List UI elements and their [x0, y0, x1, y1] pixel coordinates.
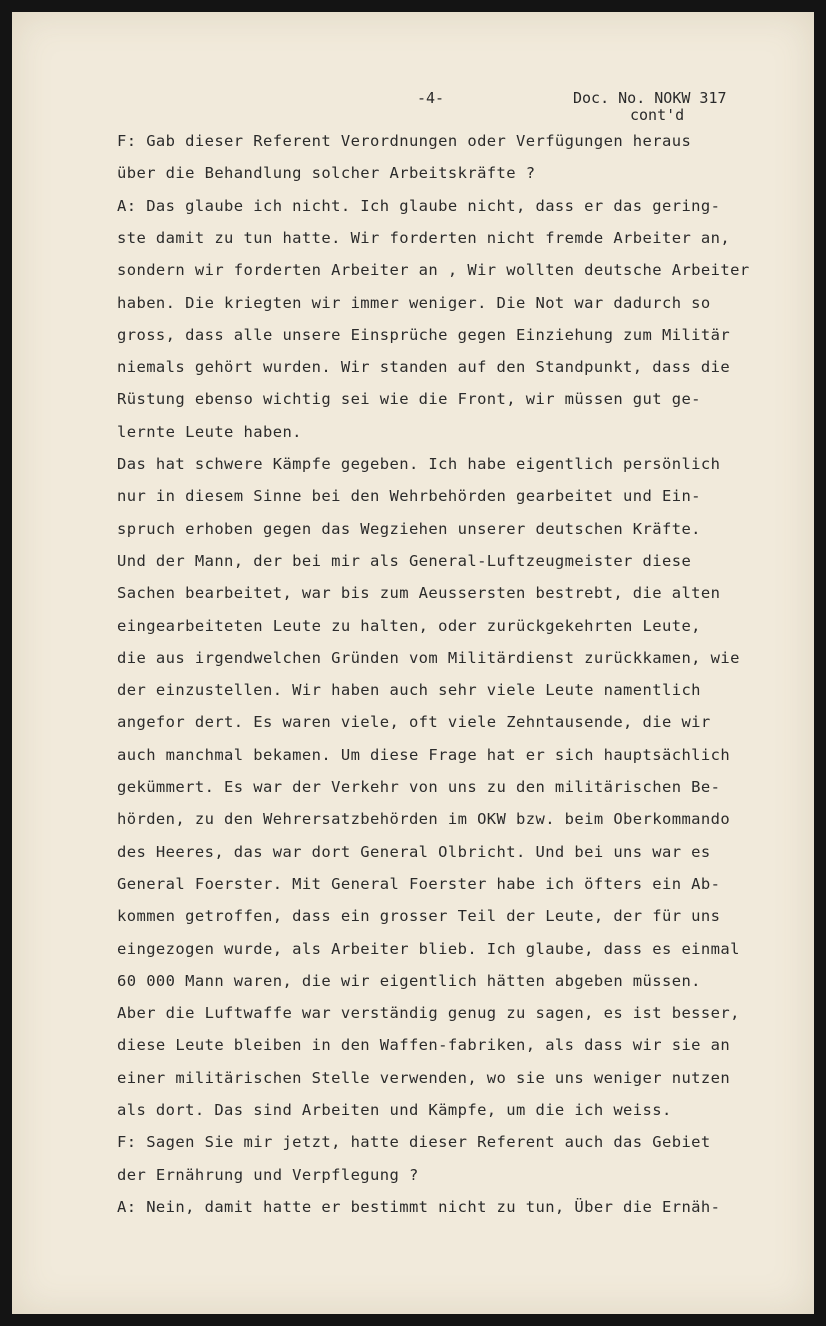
text-line: A: Nein, damit hatte er bestimmt nicht zu tun, Über die Ernäh- [117, 1197, 721, 1216]
text-line: der einzustellen. Wir haben auch sehr viele Leute namentlich [117, 681, 701, 700]
text-line: lernte Leute haben. [117, 422, 302, 441]
text-line: der Ernährung und Verpflegung ? [117, 1165, 419, 1184]
text-line: gross, dass alle unsere Einsprüche gegen Einziehung zum Militär [117, 325, 731, 344]
text-line: niemals gehört wurden. Wir standen auf den Standpunkt, dass die [117, 358, 731, 377]
text-line: F: Gab dieser Referent Verordnungen oder Verfügungen heraus [117, 132, 692, 150]
document-page [12, 12, 814, 1314]
text-line: Das hat schwere Kämpfe gegeben. Ich habe eigentlich persönlich [117, 455, 721, 473]
text-line: Rüstung ebenso wichtig sei wie die Front, wir müssen gut ge- [117, 390, 701, 409]
page-number: -4- [417, 89, 445, 107]
document-number: Doc. No. NOKW 317 [573, 89, 727, 107]
text-line: Und der Mann, der bei mir als General-Luftzeugmeister diese [117, 551, 692, 570]
text-line: nur in diesem Sinne bei den Wehrbehörden gearbeitet und Ein- [117, 487, 701, 506]
text-line: sondern wir forderten Arbeiter an , Wir wollten deutsche Arbeiter [117, 261, 750, 280]
text-line: hörden, zu den Wehrersatzbehörden im OKW bzw. beim Oberkommando [117, 810, 731, 829]
text-line: spruch erhoben gegen das Wegziehen unserer deutschen Kräfte. [117, 519, 701, 538]
text-line: haben. Die kriegten wir immer weniger. Die Not war dadurch so [117, 293, 711, 312]
text-line: angefor dert. Es waren viele, oft viele Zehntausende, die wir [117, 713, 711, 732]
text-line: über die Behandlung solcher Arbeitskräfte ? [117, 164, 536, 183]
text-line: auch manchmal bekamen. Um diese Frage hat er sich hauptsächlich [117, 745, 731, 764]
text-line: kommen getroffen, dass ein grosser Teil der Leute, der für uns [117, 907, 721, 926]
text-line: General Foerster. Mit General Foerster habe ich öfters ein Ab- [117, 874, 721, 893]
text-line: F: Sagen Sie mir jetzt, hatte dieser Referent auch das Gebiet [117, 1133, 711, 1152]
body-text [12, 12, 814, 1314]
text-line: gekümmert. Es war der Verkehr von uns zu den militärischen Be- [117, 778, 721, 796]
text-line: Sachen bearbeitet, war bis zum Aeussersten bestrebt, die alten [117, 584, 721, 603]
text-line: diese Leute bleiben in den Waffen-fabriken, als dass wir sie an [117, 1036, 731, 1055]
text-line: die aus irgendwelchen Gründen vom Militärdienst zurückkamen, wie [117, 648, 740, 667]
text-line: A: Das glaube ich nicht. Ich glaube nicht, dass er das gering- [117, 196, 721, 215]
text-line: eingearbeiteten Leute zu halten, oder zurückgekehrten Leute, [117, 616, 701, 635]
continued-label: cont'd [630, 106, 685, 124]
text-line: Aber die Luftwaffe war verständig genug zu sagen, es ist besser, [117, 1004, 740, 1023]
text-line: als dort. Das sind Arbeiten und Kämpfe, um die ich weiss. [117, 1101, 672, 1119]
text-line: ste damit zu tun hatte. Wir forderten nicht fremde Arbeiter an, [117, 228, 731, 247]
text-line: 60 000 Mann waren, die wir eigentlich hätten abgeben müssen. [117, 971, 701, 990]
text-line: einer militärischen Stelle verwenden, wo sie uns weniger nutzen [117, 1068, 731, 1087]
text-line: eingezogen wurde, als Arbeiter blieb. Ich glaube, dass es einmal [117, 939, 740, 958]
text-line: des Heeres, das war dort General Olbricht. Und bei uns war es [117, 842, 711, 861]
